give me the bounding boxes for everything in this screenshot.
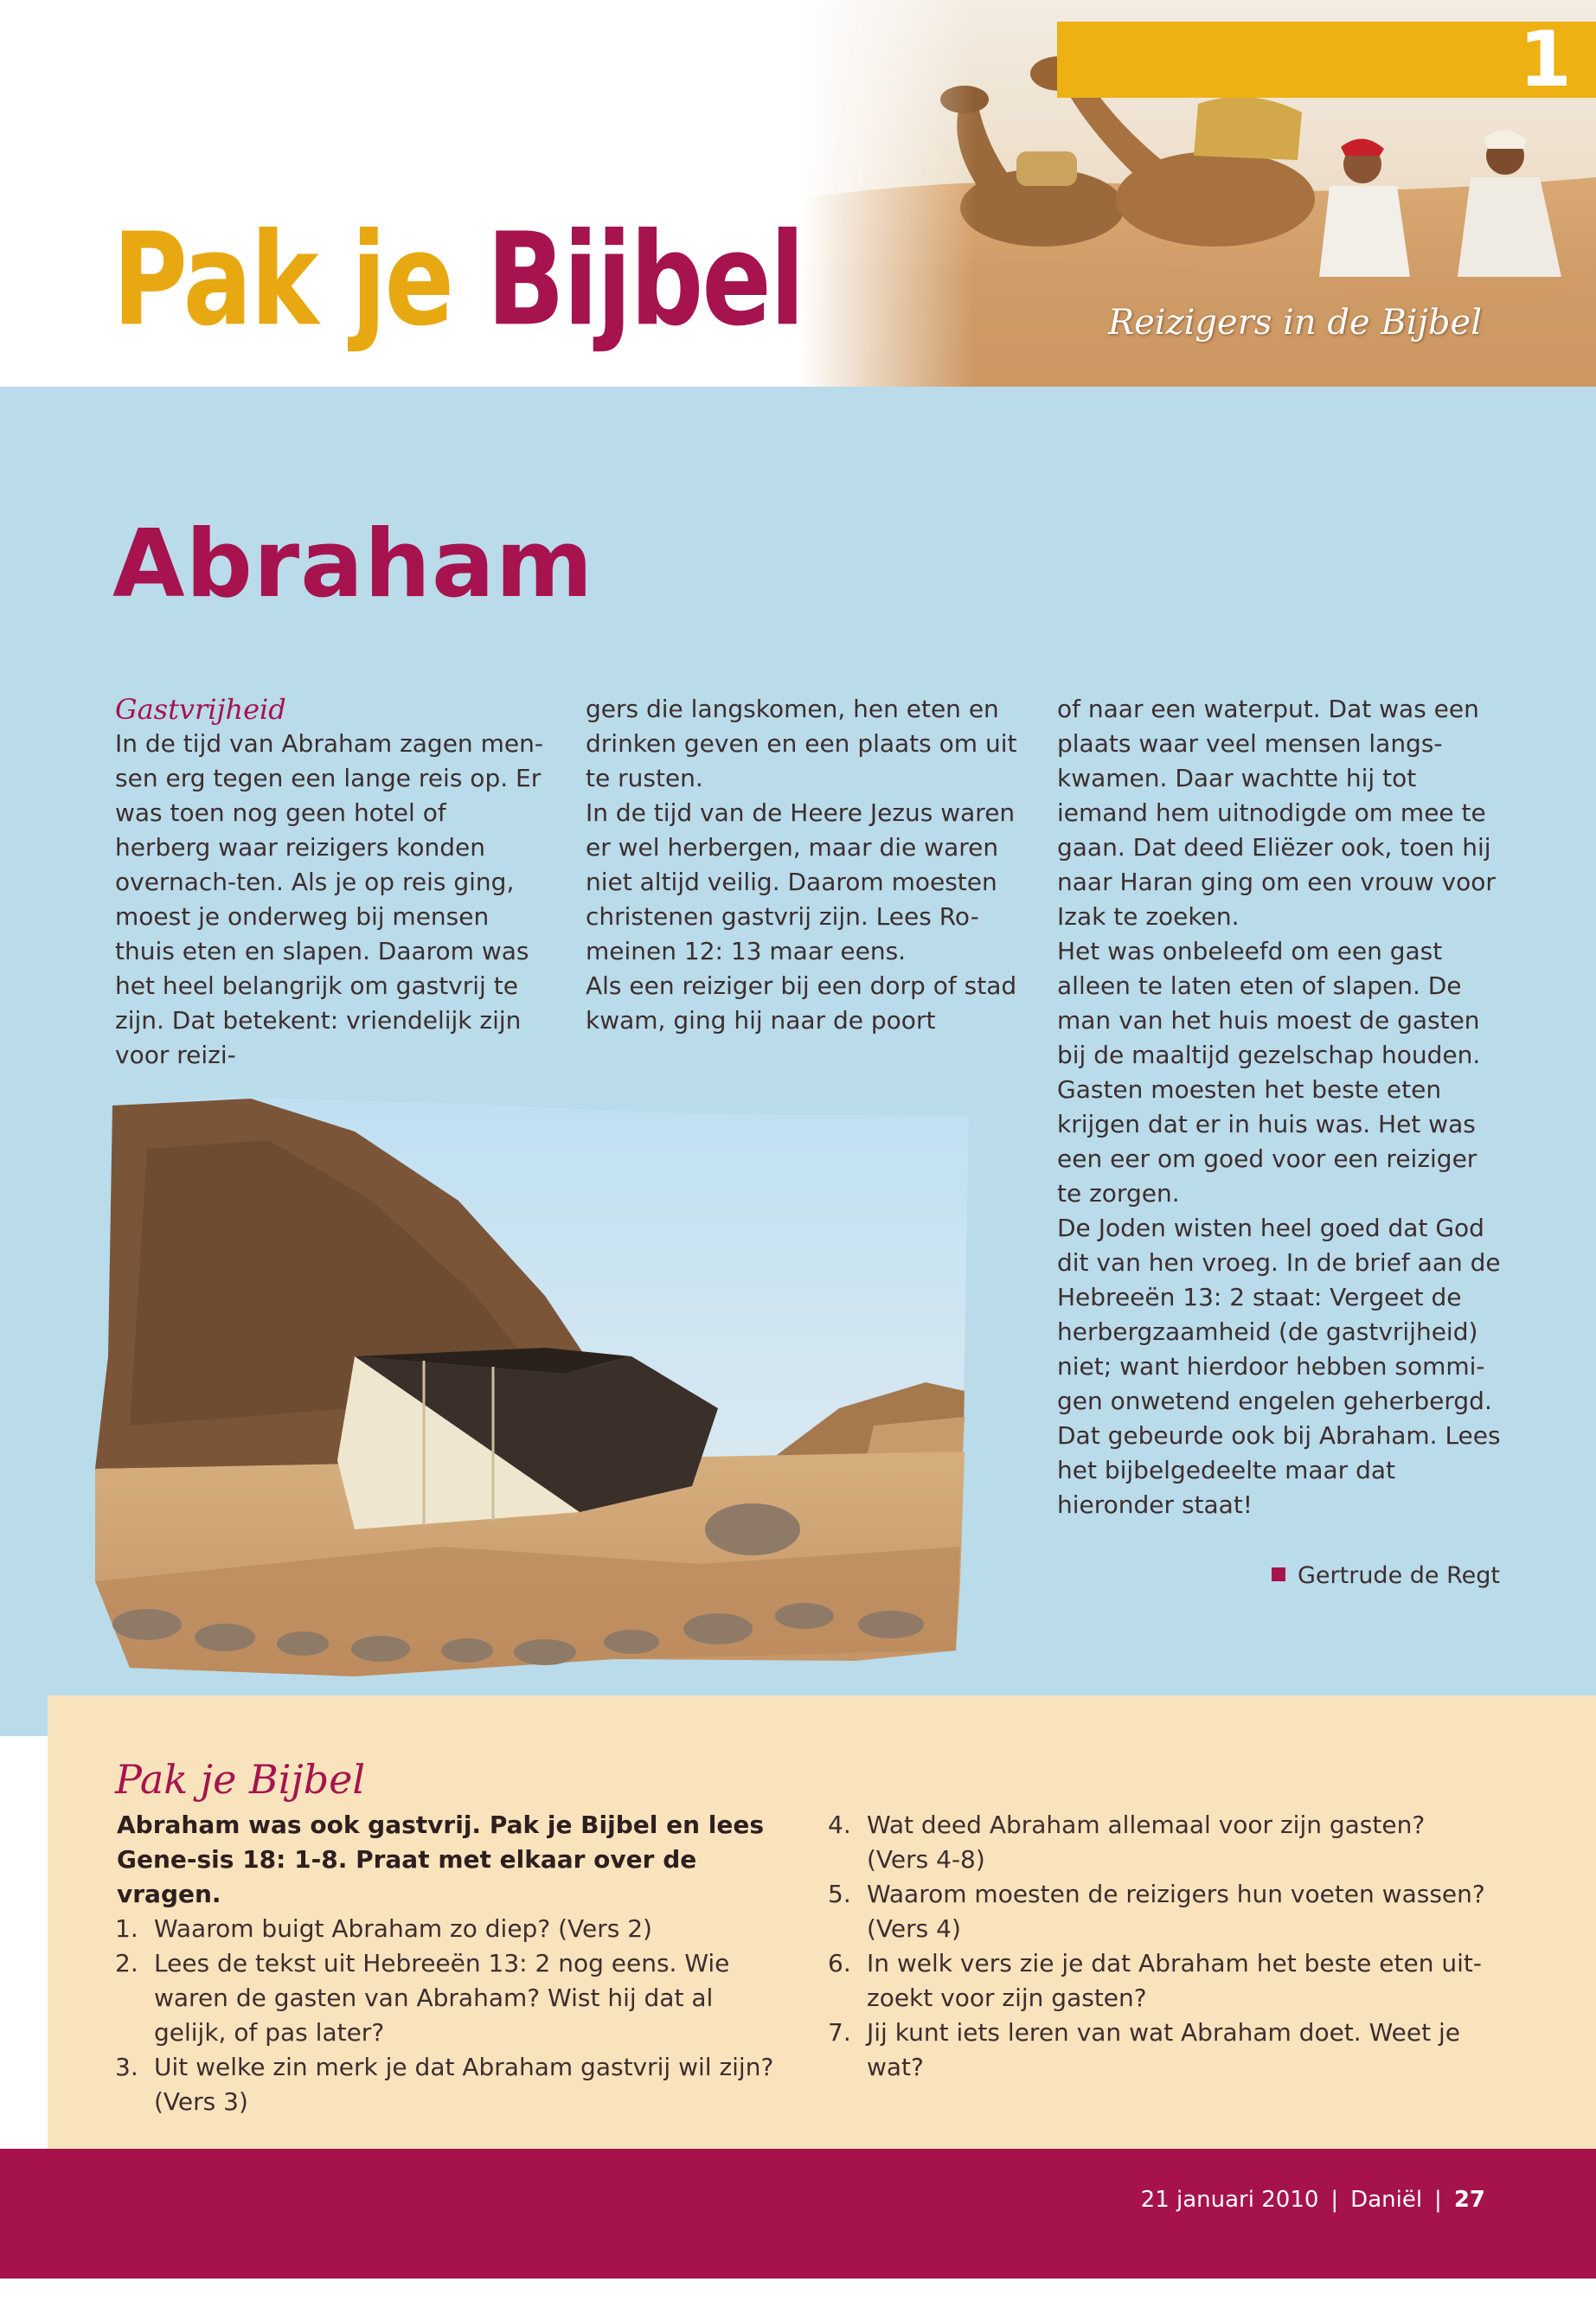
question-item — [828, 1877, 1485, 1946]
page-footer — [0, 2149, 1596, 2279]
question-item — [115, 2050, 790, 2119]
brand-word-bijbel: Bijbel — [486, 205, 804, 356]
question-number: 1. — [115, 1914, 138, 1943]
question-item — [828, 1808, 1485, 1877]
question-number: 7. — [828, 2018, 851, 2047]
paragraph: In de tijd van de Heere Jezus waren er wel herbergen, maar die waren niet altijd veilig. Daarom moesten christenen gastvrij zijn. Lees Ro-meinen 12: 13 maar eens. — [586, 798, 1016, 965]
brand-word-je: je — [350, 205, 453, 356]
question-text: Waarom buigt Abraham zo diep? (Vers 2) — [154, 1914, 652, 1943]
question-text: Jij kunt iets leren van wat Abraham doet. Weet je wat? — [867, 2018, 1460, 2081]
question-number: 3. — [115, 2053, 138, 2081]
brand-logo — [112, 205, 804, 356]
brand-word-pak: Pak — [112, 205, 317, 356]
question-number: 6. — [828, 1949, 851, 1977]
article-title: Abraham — [112, 510, 594, 619]
page-header — [0, 0, 1596, 387]
question-number: 4. — [828, 1811, 851, 1839]
question-item — [828, 1946, 1485, 2016]
question-box-title: Pak je Bijbel — [115, 1756, 366, 1803]
question-text: Wat deed Abraham allemaal voor zijn gasten? (Vers 4-8) — [867, 1811, 1426, 1874]
question-number: 2. — [115, 1949, 138, 1977]
question-list-right — [828, 1808, 1485, 2085]
paragraph: Als een reiziger bij een dorp of stad kwam, ging hij naar de poort — [586, 971, 1017, 1035]
question-text: Uit welke zin merk je dat Abraham gastvrij wil zijn? (Vers 3) — [154, 2053, 774, 2116]
series-title: Reizigers in de Bijbel — [1107, 303, 1482, 343]
question-text: Waarom moesten de reizigers hun voeten wassen? (Vers 4) — [867, 1880, 1485, 1943]
question-item — [828, 2016, 1485, 2085]
square-bullet-icon — [1272, 1567, 1285, 1581]
article-column-2 — [586, 692, 1018, 1038]
question-box-intro: Abraham was ook gastvrij. Pak je Bijbel en lees Gene-sis 18: 1-8. Praat met elkaar over de vragen. — [117, 1811, 765, 1908]
paragraph: gers die langskomen, hen eten en drinken geven en een plaats om uit te rusten. — [586, 695, 1017, 792]
magazine-name: Daniël — [1350, 2187, 1423, 2213]
page-number: 27 — [1453, 2187, 1485, 2213]
article-subheading: Gastvrijheid — [115, 693, 286, 726]
question-text: Lees de tekst uit Hebreeën 13: 2 nog eens. Wie waren de gasten van Abraham? Wist hij dat al gelijk, of pas later? — [154, 1949, 730, 2047]
question-text: In welk vers zie je dat Abraham het beste eten uit-zoekt voor zijn gasten? — [867, 1949, 1482, 2012]
author-credit — [1272, 1562, 1500, 1589]
article-column-3 — [1057, 692, 1507, 1522]
footer-info — [1141, 2187, 1485, 2213]
paragraph: Dat gebeurde ook bij Abraham. Lees het bijbelgedeelte maar dat hieronder staat! — [1057, 1421, 1501, 1519]
article-column-1 — [115, 692, 548, 1073]
paragraph: In de tijd van Abraham zagen men-sen erg tegen een lange reis op. Er was toen nog geen hotel of herberg waar reizigers konden overnach-ten. Als je op reis ging, moest je onderweg bij mensen thuis eten en slapen. Daarom was het heel belangrijk om gastvrij te zijn. Dat betekent: vriendelijk zijn voor reizi- — [115, 729, 543, 1069]
episode-number-tab — [1057, 15, 1596, 104]
question-number: 5. — [828, 1880, 851, 1908]
tent-desert-photo — [95, 1097, 977, 1687]
question-item — [115, 1912, 790, 1946]
issue-date: 21 januari 2010 — [1140, 2187, 1319, 2213]
question-item — [115, 1946, 790, 2050]
paragraph: Het was onbeleefd om een gast alleen te laten eten of slapen. De man van het huis moest de gasten bij de maaltijd gezelschap houden. Gasten moesten het beste eten krijgen dat er in huis was. Het was een eer om goed voor een reiziger te zorgen. — [1057, 937, 1481, 1208]
author-name: Gertrude de Regt — [1298, 1562, 1500, 1589]
paragraph: De Joden wisten heel goed dat God dit van hen vroeg. In de brief aan de Hebreeën 13: 2 staat: Vergeet de herbergzaamheid (de gastvrijheid) niet; want hierdoor hebben sommi-gen onwetend engelen geherbergd. — [1057, 1214, 1501, 1415]
paragraph: of naar een waterput. Dat was een plaats waar veel mensen langs-kwamen. Daar wachtte hij tot iemand hem uitnodigde om mee te gaan. Dat deed Eliëzer ook, toen hij naar Haran ging om een vrouw voor Izak te zoeken. — [1057, 695, 1496, 931]
question-list-left — [115, 1912, 790, 2119]
divider: | — [1330, 2187, 1339, 2213]
divider: | — [1434, 2187, 1442, 2213]
episode-number: 1 — [1518, 15, 1572, 104]
